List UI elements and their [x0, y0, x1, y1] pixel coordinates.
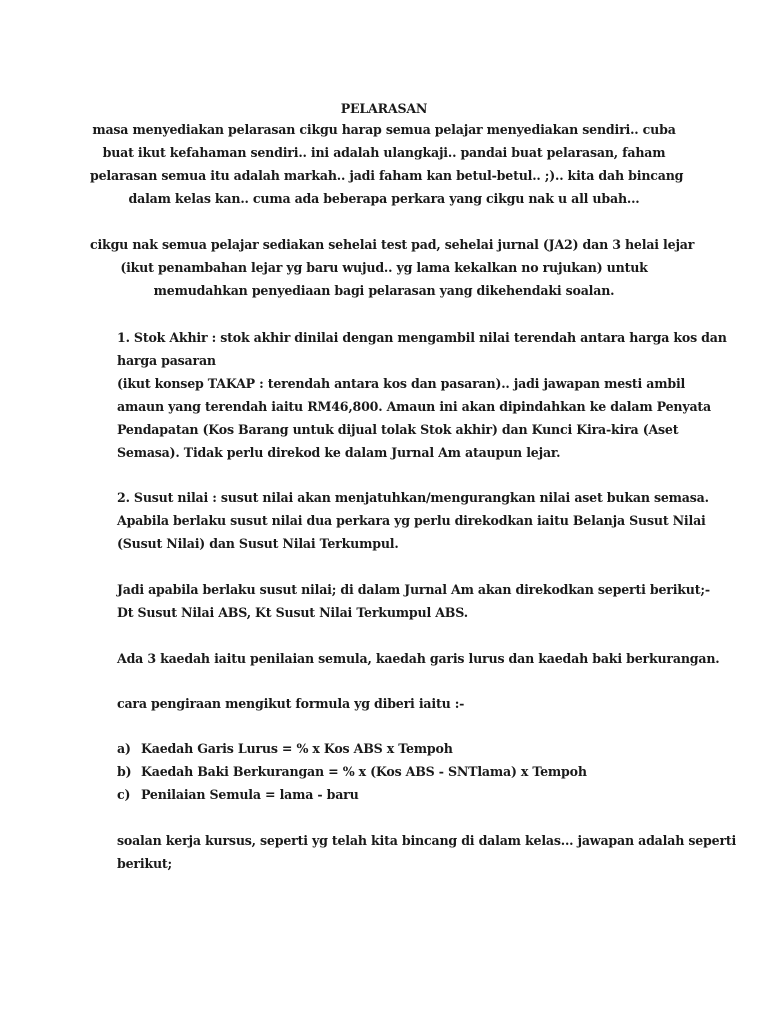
- text-line: Apabila berlaku susut nilai dua perkara yg perlu direkodkan iaitu Belanja Susut Nilai: [117, 513, 706, 528]
- text-line: pelarasan semua itu adalah markah.. jadi faham kan betul-betul.. ;).. kita dah bincang: [90, 168, 684, 183]
- text-line: Jadi apabila berlaku susut nilai; di dalam Jurnal Am akan direkodkan seperti berikut;-: [117, 582, 710, 597]
- list-marker: a): [117, 741, 131, 756]
- list-item-text: Kaedah Baki Berkurangan = % x (Kos ABS - SNTlama) x Tempoh: [141, 764, 587, 779]
- text-line: cara pengiraan mengikut formula yg diberi iaitu :-: [117, 696, 465, 711]
- text-line: memudahkan penyediaan bagi pelarasan yang dikehendaki soalan.: [153, 283, 615, 298]
- jurnal-paragraph: [117, 578, 710, 624]
- kaedah-paragraph: [117, 647, 720, 670]
- text-line: Semasa). Tidak perlu direkod ke dalam Jurnal Am ataupun lejar.: [117, 445, 561, 460]
- formula-intro-paragraph: [117, 692, 677, 715]
- list-item-text: Kaedah Garis Lurus = % x Kos ABS x Tempoh: [141, 741, 453, 756]
- text-line: (Susut Nilai) dan Susut Nilai Terkumpul.: [117, 536, 399, 551]
- instructions-paragraph: [90, 233, 695, 302]
- text-line: Ada 3 kaedah iaitu penilaian semula, kaedah garis lurus dan kaedah baki berkurangan.: [117, 651, 720, 666]
- text-line: buat ikut kefahaman sendiri.. ini adalah ulangkaji.. pandai buat pelarasan, faham: [102, 145, 666, 160]
- text-line: 2. Susut nilai : susut nilai akan menjatuhkan/mengurangkan nilai aset bukan semasa.: [117, 490, 709, 505]
- text-line: amaun yang terendah iaitu RM46,800. Amaun ini akan dipindahkan ke dalam Penyata: [117, 399, 712, 414]
- text-line: soalan kerja kursus, seperti yg telah kita bincang di dalam kelas... jawapan adalah seperti: [117, 833, 737, 848]
- formula-list: [117, 737, 677, 806]
- text-line: harga pasaran: [117, 353, 216, 368]
- page-title: PELARASAN: [340, 101, 428, 116]
- text-line: cikgu nak semua pelajar sediakan sehelai test pad, sehelai jurnal (JA2) dan 3 helai lejar: [90, 237, 695, 252]
- list-item: [117, 760, 677, 783]
- list-item-text: Penilaian Semula = lama - baru: [141, 787, 359, 802]
- list-marker: b): [117, 764, 132, 779]
- closing-paragraph: [117, 829, 737, 875]
- text-line: masa menyediakan pelarasan cikgu harap semua pelajar menyediakan sendiri.. cuba: [92, 122, 676, 137]
- list-item: [117, 783, 677, 806]
- susut-nilai-paragraph: [117, 486, 709, 555]
- text-line: Pendapatan (Kos Barang untuk dijual tolak Stok akhir) dan Kunci Kira-kira (Aset: [117, 422, 679, 437]
- text-line: dalam kelas kan.. cuma ada beberapa perkara yang cikgu nak u all ubah...: [128, 191, 640, 206]
- text-line: berikut;: [117, 856, 172, 871]
- list-marker: c): [117, 787, 131, 802]
- text-line: (ikut konsep TAKAP : terendah antara kos dan pasaran).. jadi jawapan mesti ambil: [117, 376, 686, 391]
- text-line: (ikut penambahan lejar yg baru wujud.. yg lama kekalkan no rujukan) untuk: [120, 260, 648, 275]
- text-line: 1. Stok Akhir : stok akhir dinilai dengan mengambil nilai terendah antara harga kos dan: [117, 330, 727, 345]
- intro-paragraph: [90, 118, 684, 210]
- text-line: Dt Susut Nilai ABS, Kt Susut Nilai Terkumpul ABS.: [117, 605, 468, 620]
- list-item: [117, 737, 677, 760]
- stok-akhir-paragraph: [117, 326, 727, 464]
